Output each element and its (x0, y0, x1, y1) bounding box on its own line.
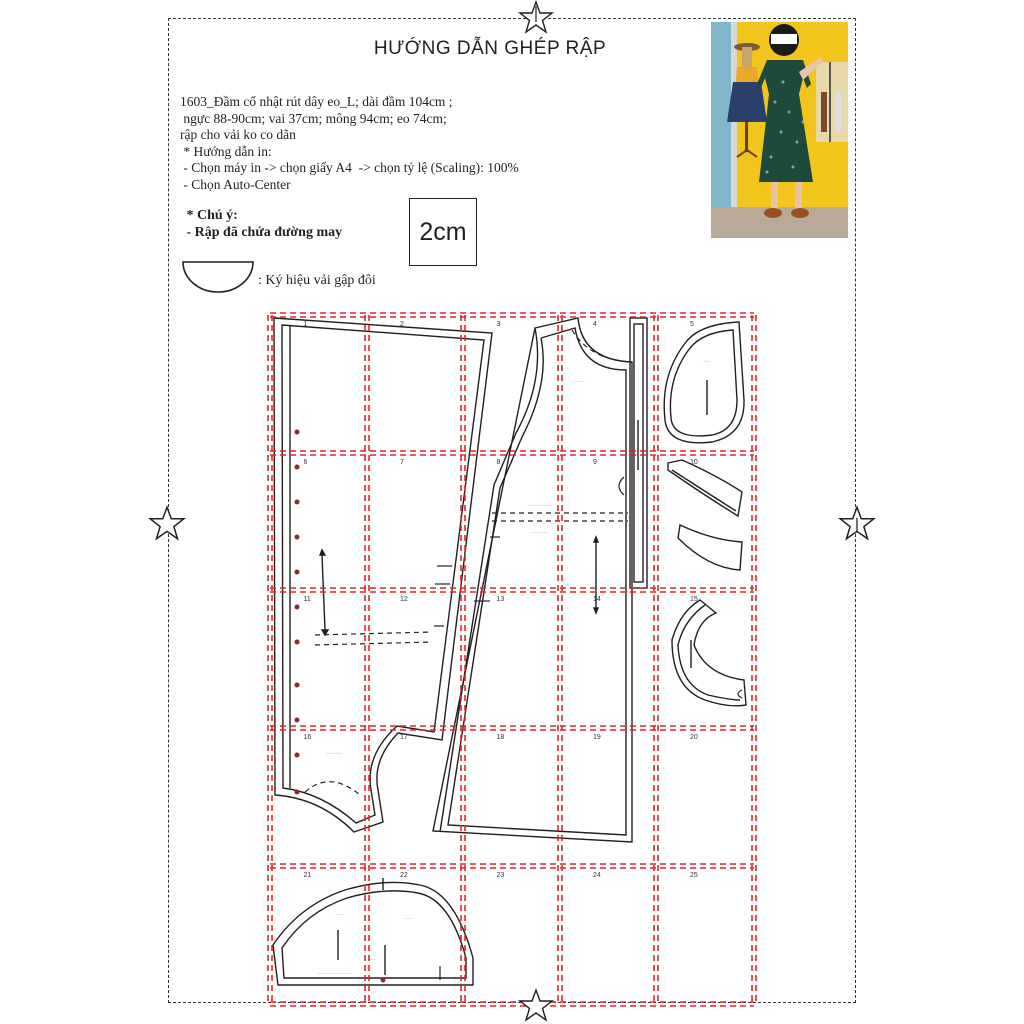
star-marker-icon (518, 988, 554, 1024)
svg-text:.......: ....... (690, 553, 697, 557)
page-title: HƯỚNG DẪN GHÉP RẬP (373, 38, 607, 59)
grid-cell-number: 15 (690, 596, 698, 603)
info-line: ngực 88-90cm; vai 37cm; mông 94cm; eo 74cm; (180, 110, 447, 126)
svg-text:............: ............ (573, 379, 585, 383)
grid-cell-number: 25 (690, 872, 698, 879)
grid-cell-number: 2 (400, 321, 404, 328)
fold-symbol-label: : Ký hiệu vải gập đôi (258, 273, 376, 288)
svg-text:................: ................ (326, 751, 342, 755)
info-line: - Chọn máy in -> chọn giấy A4 -> chọn tỷ lệ (Scaling): 100% (180, 160, 519, 175)
svg-text:.......: ....... (405, 916, 412, 920)
star-marker-icon (838, 505, 876, 543)
print-grid (268, 313, 756, 1006)
star-marker-icon (148, 505, 186, 543)
grid-cell-number: 4 (593, 321, 597, 328)
pattern-piece-facing (678, 525, 742, 570)
button-markers (295, 430, 386, 983)
grid-cell-number: 5 (690, 321, 694, 328)
note-line: - Rập đã chứa đường may (183, 224, 343, 240)
grid-cell-number: 3 (496, 321, 501, 328)
note-line: * Chú ý: (183, 208, 238, 223)
svg-text:..........................: .......................... (527, 503, 553, 507)
grid-cell-number: 24 (593, 872, 601, 879)
grid-cell-number: 20 (690, 734, 698, 741)
info-line: rập cho vải ko co dãn (180, 127, 296, 142)
grid-cell-number: 8 (496, 459, 501, 466)
grid-cell-number: 6 (303, 459, 308, 466)
grid-cell-number: 10 (690, 459, 698, 466)
grid-cell-number: 21 (303, 872, 312, 879)
star-marker-icon (518, 0, 554, 36)
pattern-piece-back (433, 318, 632, 842)
grid-cell-number: 1 (303, 321, 308, 328)
grid-cell-number: 11 (303, 596, 311, 603)
grid-cell-number: 18 (496, 734, 505, 741)
pattern-pieces (273, 318, 746, 985)
pattern-piece-sleeve (273, 882, 473, 985)
info-line: 1603_Đầm cổ nhật rút dây eo_L; dài đầm 104cm ; (180, 94, 453, 109)
grid-cell-number: 23 (496, 872, 505, 879)
svg-text:.......: ....... (703, 359, 710, 363)
grid-cell-number: 22 (400, 872, 408, 879)
pattern-piece-collar (664, 322, 744, 443)
svg-text:.....: ..... (685, 677, 690, 681)
grid-cell-number: 16 (303, 734, 312, 741)
pattern-piece-neckband (672, 600, 746, 706)
info-line: - Chọn Auto-Center (180, 176, 291, 192)
svg-text:..........: .......... (335, 912, 345, 916)
grid-cell-number: 12 (400, 596, 408, 603)
grid-cell-number: 17 (400, 734, 408, 741)
grid-cell-number: 7 (400, 459, 404, 466)
svg-text:..........: .......... (367, 957, 377, 961)
svg-text:..................: .................. (531, 530, 549, 534)
grid-cell-number: 9 (593, 459, 597, 466)
svg-text:..............................: ................................... (318, 971, 353, 975)
info-line: * Hướng dẫn in: (180, 143, 272, 159)
grid-cell-numbers (304, 321, 698, 879)
grid-cell-number: 19 (593, 734, 601, 741)
scale-label: 2cm (419, 217, 467, 246)
svg-text:..........: .......... (692, 490, 702, 494)
grid-cell-number: 14 (593, 596, 601, 603)
grid-cell-number: 13 (496, 596, 505, 603)
